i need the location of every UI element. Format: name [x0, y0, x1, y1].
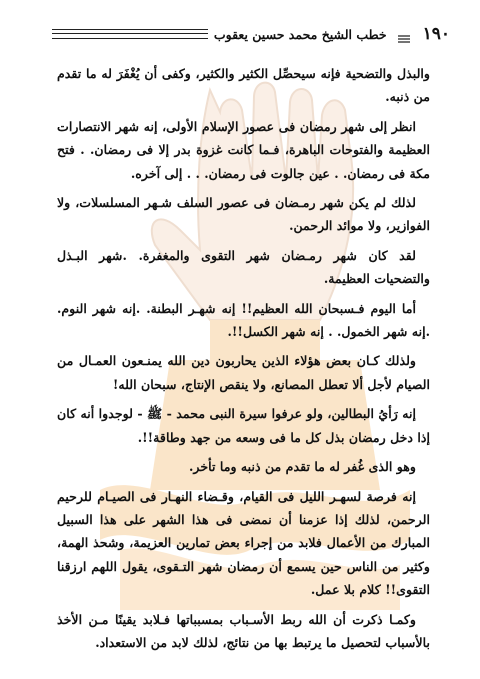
ornament-icon: [397, 29, 411, 39]
paragraph: لقد كان شهر رمـضان شهر التقوى والمغفرة. .شهر البـذل والتضحيات العظيمة.: [57, 247, 430, 287]
paragraph: إنه فرصة لسهـر الليل فى القيام، وقـضاء النهـار فى الصيـام للرحيم الرحمن، لذلك إذا عزمنا أن نمضى فى هذا الشهر على هذا السبيل المبارك من الأعمال فلابد من إجراء بعض تمارين العزيمة، وشحذ الهمة، وكثير من الناس حين يسمع أن رمضان شهر التـقوى، يقول اللهم ارزقنا التقوى!! كلام بلا عمل.: [57, 488, 430, 598]
book-title: خطب الشيخ محمد حسين يعقوب: [213, 26, 387, 42]
page-number: ١٩٠: [422, 24, 450, 44]
paragraph: وهو الذى غُفر له ما تقدم من ذنبه وما تأخر.: [189, 459, 416, 475]
paragraph: والبذل والتضحية فإنه سيحصِّل الكثير والكثير، وكفى أن يُغْفَرَ له ما تقدم من ذنبه.: [57, 66, 430, 105]
paragraph: وكمـا ذكرت أن الله ربط الأسـباب بمسبباتها فـلابد يقينًا مـن الأخذ بالأسباب لتحصيل ما يرتبط بها من نتائج، لذلك لابد من الاستعداد.: [57, 611, 430, 650]
paragraph: أما اليوم فـسبحان الله العظيم!! إنه شهـر البطنة. .إنه شهر النوم. .إنه شهر الخمول. . إنه شهر الكسل!!.: [57, 300, 430, 340]
page-body: [57, 62, 430, 660]
paragraph: لذلك لم يكن شهر رمـضان فى عصور السلف شـهر المسلسلات، ولا الفوازير، ولا موائد الرحمن.: [57, 195, 430, 234]
paragraph: انظر إلى شهر رمضان فى عصور الإسلام الأولى، إنه شهر الانتصارات العظيمة والفتوحات الباهرة، فـما كانت غزوة بدر إلا فى رمضان. . فتح مكة فى رمضان. . عين جالوت فى رمضان. . . إلى آخره.: [57, 118, 430, 181]
header-rule: [52, 29, 208, 39]
page-header: [52, 26, 450, 42]
paragraph: إنه رَأيُ البطالين، ولو عرفوا سيرة النبى محمد - ﷺ - لوجدوا أنه كان إذا دخل رمضان بذل كل ما فى وسعه من جهد وطاقة!!.: [57, 406, 430, 445]
paragraph: ولذلك كـان بعض هؤلاء الذين يحاربون دين الله يمنـعون العمـال من الصيام لأجل ألا تعطل المصانع، ولا ينقص الإنتاج، سبحان الله!: [57, 353, 430, 392]
